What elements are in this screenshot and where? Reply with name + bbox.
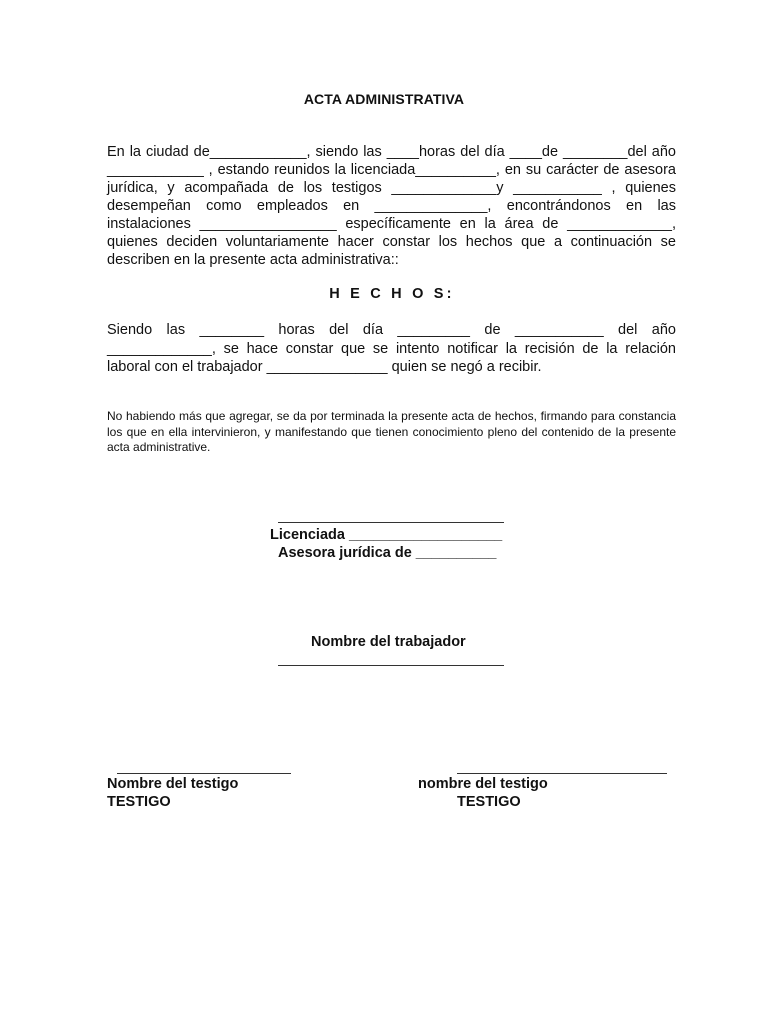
licenciada-signature-line [278,522,504,523]
trabajador-label: Nombre del trabajador [311,634,466,650]
hechos-paragraph: Siendo las ________ horas del día _________ de ___________ del año _____________, se hace constar que se intento notificar la recisión de la relación laboral con el trabajador _______________ quien se negó a recibir. [107,322,676,375]
witness-right-role: TESTIGO [457,794,521,810]
intro-paragraph: En la ciudad de____________, siendo las ____horas del día ____de ________del año ____________ , estando reunidos la licenciada__________, en su carácter de asesora jurídica, y acompañada de los testigos _____________y ___________ , quienes desempeñan como empleados en ______________, encontrándonos en las instalaciones _________________ específicamente en la área de _____________, quienes deciden voluntariamente hacer constar los hechos que a continuación se describen en la presente acta administrativa:: [107,144,676,268]
document-title: ACTA ADMINISTRATIVA [303,91,465,107]
witness-left-signature-line [117,773,291,774]
witness-left-name: Nombre del testigo [107,776,239,792]
witness-left-role: TESTIGO [107,794,171,810]
asesora-label: Asesora jurídica de __________ [278,545,497,561]
trabajador-signature-line [278,665,504,666]
closing-paragraph: No habiendo más que agregar, se da por terminada la presente acta de hechos, firmando para constancia los que en ella intervinieron, y manifestando que tienen conocimiento pleno del contenido de la presente acta administrative. [107,409,676,454]
witness-right-signature-line [457,773,667,774]
licenciada-label: Licenciada ___________________ [270,527,503,543]
witness-right-name: nombre del testigo [418,776,548,792]
hechos-heading: H E C H O S: [329,286,455,302]
